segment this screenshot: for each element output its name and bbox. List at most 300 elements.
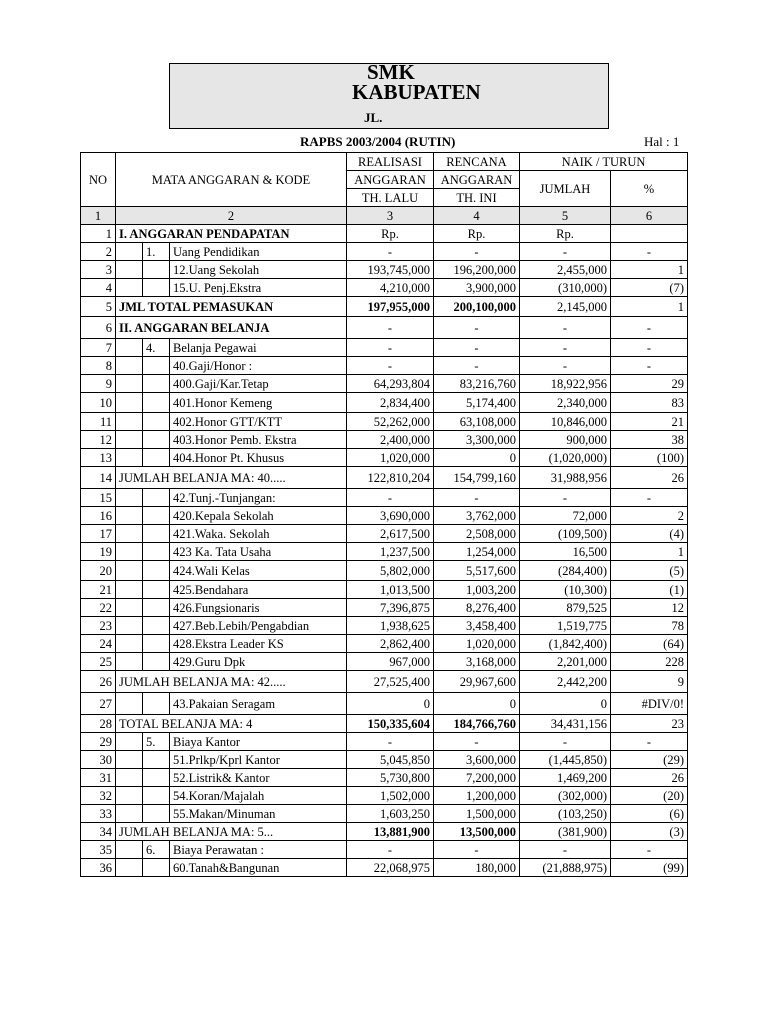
row-group-number [143, 449, 170, 467]
row-description: 427.Beb.Lebih/Pengabdian [170, 617, 347, 635]
page-number: Hal : 1 [644, 134, 680, 149]
row-number: 23 [81, 617, 116, 635]
row-rencana: Rp. [434, 225, 520, 243]
row-realisasi: 5,045,850 [347, 751, 434, 769]
row-rencana: - [434, 357, 520, 375]
row-rencana: 63,108,000 [434, 413, 520, 431]
row-group-cell [116, 653, 143, 671]
row-group-cell [116, 507, 143, 525]
header-realisasi-3: TH. LALU [347, 189, 434, 207]
row-group-number [143, 581, 170, 599]
row-rencana: 3,168,000 [434, 653, 520, 671]
row-percent: 21 [611, 413, 688, 431]
row-jumlah: (21,888,975) [520, 859, 611, 877]
row-jumlah: - [520, 243, 611, 261]
row-rencana: 1,254,000 [434, 543, 520, 561]
row-description: 15.U. Penj.Ekstra [170, 279, 347, 297]
row-jumlah: (103,250) [520, 805, 611, 823]
school-name: SMK [367, 60, 415, 84]
col-number: 3 [347, 207, 434, 225]
row-jumlah: 2,201,000 [520, 653, 611, 671]
row-percent: - [611, 733, 688, 751]
table-row [81, 693, 688, 715]
row-group-cell [116, 805, 143, 823]
row-rencana: 180,000 [434, 859, 520, 877]
row-realisasi: 2,834,400 [347, 393, 434, 413]
row-account-label: JUMLAH BELANJA MA: 5... [116, 823, 347, 841]
row-jumlah: (10,300) [520, 581, 611, 599]
table-row [81, 581, 688, 599]
row-description: 12.Uang Sekolah [170, 261, 347, 279]
row-description: 428.Ekstra Leader KS [170, 635, 347, 653]
row-number: 10 [81, 393, 116, 413]
row-realisasi: - [347, 733, 434, 751]
row-percent: 1 [611, 261, 688, 279]
header-box [169, 60, 609, 129]
table-row [81, 297, 688, 317]
table-row [81, 525, 688, 543]
row-realisasi: 3,690,000 [347, 507, 434, 525]
header-naik-turun: NAIK / TURUN [520, 153, 688, 171]
table-row [81, 279, 688, 297]
row-group-cell [116, 449, 143, 467]
row-jumlah: 10,846,000 [520, 413, 611, 431]
row-rencana: 29,967,600 [434, 671, 520, 693]
table-row [81, 617, 688, 635]
row-number: 12 [81, 431, 116, 449]
row-rencana: - [434, 317, 520, 339]
row-jumlah: 18,922,956 [520, 375, 611, 393]
row-rencana: 184,766,760 [434, 715, 520, 733]
row-percent: (64) [611, 635, 688, 653]
row-group-cell [116, 393, 143, 413]
row-group-number [143, 635, 170, 653]
row-realisasi: - [347, 489, 434, 507]
row-group-number [143, 261, 170, 279]
row-description: 426.Fungsionaris [170, 599, 347, 617]
row-jumlah: - [520, 733, 611, 751]
header-jumlah: JUMLAH [520, 171, 611, 207]
row-description: Biaya Kantor [170, 733, 347, 751]
row-percent: (5) [611, 561, 688, 581]
row-group-number [143, 489, 170, 507]
row-realisasi: 13,881,900 [347, 823, 434, 841]
row-percent: - [611, 339, 688, 357]
table-row [81, 751, 688, 769]
header-no: NO [81, 153, 116, 207]
row-group-cell [116, 617, 143, 635]
row-realisasi: - [347, 243, 434, 261]
row-realisasi: 22,068,975 [347, 859, 434, 877]
row-group-number [143, 653, 170, 671]
table-row [81, 561, 688, 581]
row-description: 42.Tunj.-Tunjangan: [170, 489, 347, 507]
row-realisasi: 7,396,875 [347, 599, 434, 617]
row-percent: 228 [611, 653, 688, 671]
row-number: 5 [81, 297, 116, 317]
row-percent: - [611, 317, 688, 339]
row-number: 16 [81, 507, 116, 525]
row-percent: 23 [611, 715, 688, 733]
row-realisasi: 2,617,500 [347, 525, 434, 543]
row-realisasi: 0 [347, 693, 434, 715]
row-jumlah: (310,000) [520, 279, 611, 297]
row-group-cell [116, 581, 143, 599]
row-percent: - [611, 489, 688, 507]
table-row [81, 769, 688, 787]
row-jumlah: (302,000) [520, 787, 611, 805]
col-number: 2 [116, 207, 347, 225]
row-jumlah: 900,000 [520, 431, 611, 449]
row-realisasi: 122,810,204 [347, 467, 434, 489]
row-jumlah: (1,020,000) [520, 449, 611, 467]
row-rencana: 83,216,760 [434, 375, 520, 393]
row-realisasi: 1,938,625 [347, 617, 434, 635]
row-number: 17 [81, 525, 116, 543]
row-description: 51.Prlkp/Kprl Kantor [170, 751, 347, 769]
row-rencana: 13,500,000 [434, 823, 520, 841]
table-row [81, 261, 688, 279]
row-group-cell [116, 543, 143, 561]
row-group-number [143, 393, 170, 413]
col-number: 1 [81, 207, 116, 225]
row-group-cell [116, 787, 143, 805]
row-percent: - [611, 841, 688, 859]
table-row [81, 449, 688, 467]
row-group-cell [116, 635, 143, 653]
row-number: 32 [81, 787, 116, 805]
row-account-label: TOTAL BELANJA MA: 4 [116, 715, 347, 733]
row-number: 25 [81, 653, 116, 671]
row-group-cell [116, 375, 143, 393]
row-group-number [143, 787, 170, 805]
row-rencana: - [434, 841, 520, 859]
row-number: 1 [81, 225, 116, 243]
row-description: 401.Honor Kemeng [170, 393, 347, 413]
row-group-number [143, 599, 170, 617]
row-group-cell [116, 769, 143, 787]
row-group-number [143, 507, 170, 525]
row-rencana: 154,799,160 [434, 467, 520, 489]
row-description: 55.Makan/Minuman [170, 805, 347, 823]
row-account-label: I. ANGGARAN PENDAPATAN [116, 225, 347, 243]
row-description: Uang Pendidikan [170, 243, 347, 261]
table-row [81, 805, 688, 823]
row-group-number: 6. [143, 841, 170, 859]
row-realisasi: 197,955,000 [347, 297, 434, 317]
row-description: 54.Koran/Majalah [170, 787, 347, 805]
district-name: KABUPATEN [352, 80, 481, 104]
row-realisasi: 27,525,400 [347, 671, 434, 693]
row-description: 43.Pakaian Seragam [170, 693, 347, 715]
row-group-number [143, 279, 170, 297]
row-group-number [143, 525, 170, 543]
table-row [81, 357, 688, 375]
row-group-cell [116, 525, 143, 543]
row-rencana: 1,003,200 [434, 581, 520, 599]
table-row [81, 599, 688, 617]
row-percent: 2 [611, 507, 688, 525]
row-realisasi: - [347, 339, 434, 357]
row-jumlah: 0 [520, 693, 611, 715]
row-rencana: 3,762,000 [434, 507, 520, 525]
row-realisasi: 2,862,400 [347, 635, 434, 653]
row-group-number [143, 859, 170, 877]
row-realisasi: 1,237,500 [347, 543, 434, 561]
row-rencana: 5,174,400 [434, 393, 520, 413]
row-realisasi: 64,293,804 [347, 375, 434, 393]
row-number: 13 [81, 449, 116, 467]
row-group-number [143, 805, 170, 823]
header-percent: % [611, 171, 688, 207]
row-group-cell [116, 279, 143, 297]
row-realisasi: 5,730,800 [347, 769, 434, 787]
row-description: 60.Tanah&Bangunan [170, 859, 347, 877]
row-account-label: JUMLAH BELANJA MA: 40..... [116, 467, 347, 489]
row-percent: 29 [611, 375, 688, 393]
table-row [81, 715, 688, 733]
row-jumlah: 1,519,775 [520, 617, 611, 635]
row-percent: 26 [611, 769, 688, 787]
row-rencana: 1,020,000 [434, 635, 520, 653]
row-rencana: 3,600,000 [434, 751, 520, 769]
row-description: 40.Gaji/Honor : [170, 357, 347, 375]
row-rencana: 1,200,000 [434, 787, 520, 805]
row-number: 14 [81, 467, 116, 489]
row-description: 404.Honor Pt. Khusus [170, 449, 347, 467]
header-rencana-3: TH. INI [434, 189, 520, 207]
row-number: 3 [81, 261, 116, 279]
row-realisasi: 52,262,000 [347, 413, 434, 431]
row-percent: 38 [611, 431, 688, 449]
row-number: 29 [81, 733, 116, 751]
table-row [81, 413, 688, 431]
row-group-cell [116, 413, 143, 431]
row-group-number [143, 357, 170, 375]
row-number: 30 [81, 751, 116, 769]
row-description: Biaya Perawatan : [170, 841, 347, 859]
table-row [81, 375, 688, 393]
row-number: 33 [81, 805, 116, 823]
table-row [81, 653, 688, 671]
table-row [81, 823, 688, 841]
row-percent: (3) [611, 823, 688, 841]
row-account-label: II. ANGGARAN BELANJA [116, 317, 347, 339]
row-percent: (29) [611, 751, 688, 769]
row-rencana: - [434, 733, 520, 751]
table-row [81, 225, 688, 243]
row-percent: - [611, 243, 688, 261]
row-rencana: 3,900,000 [434, 279, 520, 297]
row-jumlah: 1,469,200 [520, 769, 611, 787]
row-number: 21 [81, 581, 116, 599]
row-description: 421.Waka. Sekolah [170, 525, 347, 543]
col-number: 6 [611, 207, 688, 225]
row-number: 15 [81, 489, 116, 507]
row-jumlah: (1,842,400) [520, 635, 611, 653]
row-number: 27 [81, 693, 116, 715]
table-row [81, 543, 688, 561]
row-jumlah: 34,431,156 [520, 715, 611, 733]
table-row [81, 467, 688, 489]
table-row [81, 787, 688, 805]
row-percent: (4) [611, 525, 688, 543]
row-realisasi: 1,013,500 [347, 581, 434, 599]
row-description: 424.Wali Kelas [170, 561, 347, 581]
row-description: 403.Honor Pemb. Ekstra [170, 431, 347, 449]
table-row [81, 635, 688, 653]
table-row [81, 431, 688, 449]
row-group-number [143, 561, 170, 581]
address-line: JL. [364, 110, 383, 125]
row-jumlah: 879,525 [520, 599, 611, 617]
row-number: 22 [81, 599, 116, 617]
row-group-cell [116, 599, 143, 617]
row-number: 31 [81, 769, 116, 787]
row-rencana: 196,200,000 [434, 261, 520, 279]
row-percent: #DIV/0! [611, 693, 688, 715]
row-number: 19 [81, 543, 116, 561]
row-rencana: 7,200,000 [434, 769, 520, 787]
row-rencana: 0 [434, 449, 520, 467]
row-jumlah: (284,400) [520, 561, 611, 581]
row-group-cell [116, 733, 143, 751]
row-number: 28 [81, 715, 116, 733]
row-realisasi: - [347, 841, 434, 859]
row-realisasi: Rp. [347, 225, 434, 243]
row-percent: - [611, 357, 688, 375]
row-description: 402.Honor GTT/KTT [170, 413, 347, 431]
table-row [81, 841, 688, 859]
row-group-cell [116, 243, 143, 261]
row-description: 52.Listrik& Kantor [170, 769, 347, 787]
row-jumlah: - [520, 841, 611, 859]
row-number: 36 [81, 859, 116, 877]
table-row [81, 733, 688, 751]
row-rencana: - [434, 243, 520, 261]
row-realisasi: 1,502,000 [347, 787, 434, 805]
row-number: 34 [81, 823, 116, 841]
row-jumlah: 2,340,000 [520, 393, 611, 413]
row-group-number: 1. [143, 243, 170, 261]
row-number: 11 [81, 413, 116, 431]
row-group-cell [116, 357, 143, 375]
row-percent: 9 [611, 671, 688, 693]
row-jumlah: 72,000 [520, 507, 611, 525]
row-group-cell [116, 561, 143, 581]
row-group-cell [116, 751, 143, 769]
row-percent: 78 [611, 617, 688, 635]
budget-table [80, 152, 688, 877]
header-realisasi-1: REALISASI [347, 153, 434, 171]
row-group-cell [116, 489, 143, 507]
row-group-number: 4. [143, 339, 170, 357]
row-rencana: - [434, 489, 520, 507]
row-number: 7 [81, 339, 116, 357]
row-group-cell [116, 431, 143, 449]
row-realisasi: 1,020,000 [347, 449, 434, 467]
header-rencana-2: ANGGARAN [434, 171, 520, 189]
row-realisasi: 5,802,000 [347, 561, 434, 581]
row-realisasi: 1,603,250 [347, 805, 434, 823]
row-realisasi: 2,400,000 [347, 431, 434, 449]
row-realisasi: - [347, 317, 434, 339]
row-number: 35 [81, 841, 116, 859]
row-group-number [143, 751, 170, 769]
row-rencana: 200,100,000 [434, 297, 520, 317]
row-group-number [143, 769, 170, 787]
row-rencana: 1,500,000 [434, 805, 520, 823]
row-group-cell [116, 339, 143, 357]
row-rencana: 5,517,600 [434, 561, 520, 581]
row-rencana: 0 [434, 693, 520, 715]
row-jumlah: (1,445,850) [520, 751, 611, 769]
table-row [81, 243, 688, 261]
row-percent: 83 [611, 393, 688, 413]
row-account-label: JML TOTAL PEMASUKAN [116, 297, 347, 317]
table-row [81, 317, 688, 339]
row-realisasi: 193,745,000 [347, 261, 434, 279]
col-number: 4 [434, 207, 520, 225]
row-description: 400.Gaji/Kar.Tetap [170, 375, 347, 393]
row-jumlah: (381,900) [520, 823, 611, 841]
table-row [81, 859, 688, 877]
table-row [81, 393, 688, 413]
row-rencana: 8,276,400 [434, 599, 520, 617]
row-percent: 1 [611, 297, 688, 317]
row-rencana: 3,458,400 [434, 617, 520, 635]
row-description: 420.Kepala Sekolah [170, 507, 347, 525]
row-jumlah: (109,500) [520, 525, 611, 543]
row-group-cell [116, 841, 143, 859]
row-group-cell [116, 693, 143, 715]
row-percent [611, 225, 688, 243]
row-jumlah: - [520, 317, 611, 339]
row-number: 24 [81, 635, 116, 653]
col-number: 5 [520, 207, 611, 225]
table-row [81, 671, 688, 693]
row-jumlah: - [520, 489, 611, 507]
row-realisasi: 4,210,000 [347, 279, 434, 297]
row-percent: (100) [611, 449, 688, 467]
row-group-number [143, 413, 170, 431]
row-group-number [143, 617, 170, 635]
row-percent: (1) [611, 581, 688, 599]
row-realisasi: 150,335,604 [347, 715, 434, 733]
header-rencana-1: RENCANA [434, 153, 520, 171]
row-percent: 12 [611, 599, 688, 617]
row-description: Belanja Pegawai [170, 339, 347, 357]
row-percent: 1 [611, 543, 688, 561]
row-number: 9 [81, 375, 116, 393]
row-description: 425.Bendahara [170, 581, 347, 599]
row-jumlah: - [520, 357, 611, 375]
row-jumlah: - [520, 339, 611, 357]
row-percent: (6) [611, 805, 688, 823]
row-number: 2 [81, 243, 116, 261]
row-number: 26 [81, 671, 116, 693]
row-jumlah: 2,145,000 [520, 297, 611, 317]
row-percent: 26 [611, 467, 688, 489]
row-jumlah: 31,988,956 [520, 467, 611, 489]
row-realisasi: - [347, 357, 434, 375]
header-mata-anggaran: MATA ANGGARAN & KODE [116, 153, 347, 207]
header-realisasi-2: ANGGARAN [347, 171, 434, 189]
row-jumlah: Rp. [520, 225, 611, 243]
table-row [81, 339, 688, 357]
row-number: 20 [81, 561, 116, 581]
row-group-number [143, 693, 170, 715]
